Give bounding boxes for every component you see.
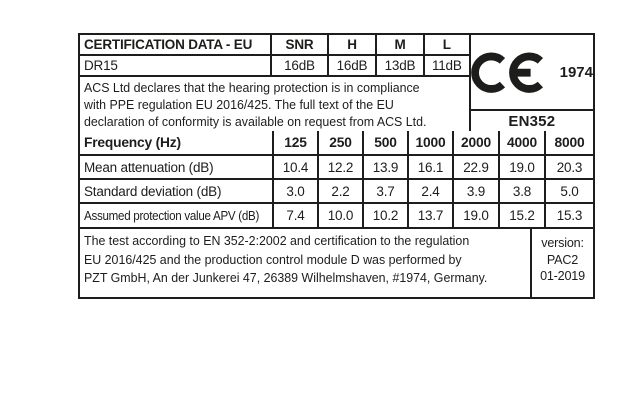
certification-label bbox=[78, 33, 595, 299]
col-header-m: M bbox=[377, 35, 425, 54]
freq-500: 500 bbox=[364, 131, 409, 154]
cell: 3.0 bbox=[274, 180, 319, 202]
l-value: 11dB bbox=[431, 58, 462, 73]
col-header-snr: SNR bbox=[272, 35, 329, 54]
cell: 19.0 bbox=[454, 204, 500, 227]
col-header-h: H bbox=[329, 35, 377, 54]
cell: 10.0 bbox=[319, 204, 364, 227]
model-values-row bbox=[80, 56, 469, 77]
declaration-line: ACS Ltd declares that the hearing protection is in compliance bbox=[84, 80, 420, 95]
cell: 13.9 bbox=[364, 156, 409, 178]
cell: 10.4 bbox=[274, 156, 319, 178]
attenuation-table bbox=[80, 131, 593, 229]
version-code: PAC2 bbox=[546, 252, 579, 267]
freq-1000: 1000 bbox=[409, 131, 454, 154]
row-label: Standard deviation (dB) bbox=[80, 180, 274, 202]
ce-section bbox=[471, 35, 593, 131]
cell: 7.4 bbox=[274, 204, 319, 227]
test-note bbox=[80, 229, 532, 297]
h-value: 16dB bbox=[329, 56, 377, 75]
test-note-line: PZT GmbH, An der Junkerei 47, 26389 Wilhelmshaven, #1974, Germany. bbox=[84, 270, 488, 286]
cell: 2.2 bbox=[319, 180, 364, 202]
freq-8000: 8000 bbox=[554, 135, 585, 150]
cell: 15.3 bbox=[556, 208, 583, 223]
col-header-l: L bbox=[442, 37, 451, 52]
freq-250: 250 bbox=[319, 131, 364, 154]
model-name: DR15 bbox=[80, 56, 272, 75]
row-label: Mean attenuation (dB) bbox=[80, 156, 274, 178]
frequency-header-row bbox=[80, 131, 593, 156]
cell: 15.2 bbox=[500, 204, 546, 227]
m-value: 13dB bbox=[377, 56, 425, 75]
top-section bbox=[80, 35, 593, 131]
test-note-line: EU 2016/425 and the production control module D was performed by bbox=[84, 251, 462, 267]
cell: 2.4 bbox=[409, 180, 454, 202]
freq-2000: 2000 bbox=[454, 131, 500, 154]
standard-code: EN352 bbox=[508, 112, 556, 130]
frequency-header-label: Frequency (Hz) bbox=[80, 131, 274, 154]
ce-mark-icon bbox=[471, 51, 555, 93]
certification-title: CERTIFICATION DATA - EU bbox=[80, 35, 272, 54]
version-box bbox=[532, 229, 593, 297]
declaration-line: with PPE regulation EU 2016/425. The full text of the EU bbox=[84, 97, 394, 113]
notified-body-number: 1974 bbox=[559, 63, 593, 81]
declaration-text bbox=[80, 77, 469, 131]
test-note-line: The test according to EN 352-2:2002 and certification to the regulation bbox=[84, 233, 470, 248]
cell: 3.8 bbox=[500, 180, 546, 202]
freq-125: 125 bbox=[274, 131, 319, 154]
version-label: version: bbox=[541, 236, 584, 250]
certification-data-table bbox=[80, 35, 471, 131]
cell: 16.1 bbox=[409, 156, 454, 178]
cell: 20.3 bbox=[556, 159, 583, 175]
row-label: Assumed protection value APV (dB) bbox=[80, 204, 274, 227]
cell: 10.2 bbox=[364, 204, 409, 227]
cell: 3.7 bbox=[364, 180, 409, 202]
version-date: 01-2019 bbox=[540, 269, 585, 283]
snr-value: 16dB bbox=[272, 56, 329, 75]
table-row-apv bbox=[80, 204, 593, 229]
declaration-line: declaration of conformity is available on request from ACS Ltd. bbox=[84, 114, 427, 130]
cell: 13.7 bbox=[409, 204, 454, 227]
cell: 5.0 bbox=[560, 183, 579, 199]
cell: 12.2 bbox=[319, 156, 364, 178]
cell: 22.9 bbox=[454, 156, 500, 178]
cell: 3.9 bbox=[454, 180, 500, 202]
cell: 19.0 bbox=[500, 156, 546, 178]
freq-4000: 4000 bbox=[500, 131, 546, 154]
table-header-row bbox=[80, 35, 469, 56]
footer-section bbox=[80, 229, 593, 297]
table-row-standard-deviation bbox=[80, 180, 593, 204]
ce-mark-box bbox=[471, 35, 593, 111]
table-row-mean-attenuation bbox=[80, 156, 593, 180]
